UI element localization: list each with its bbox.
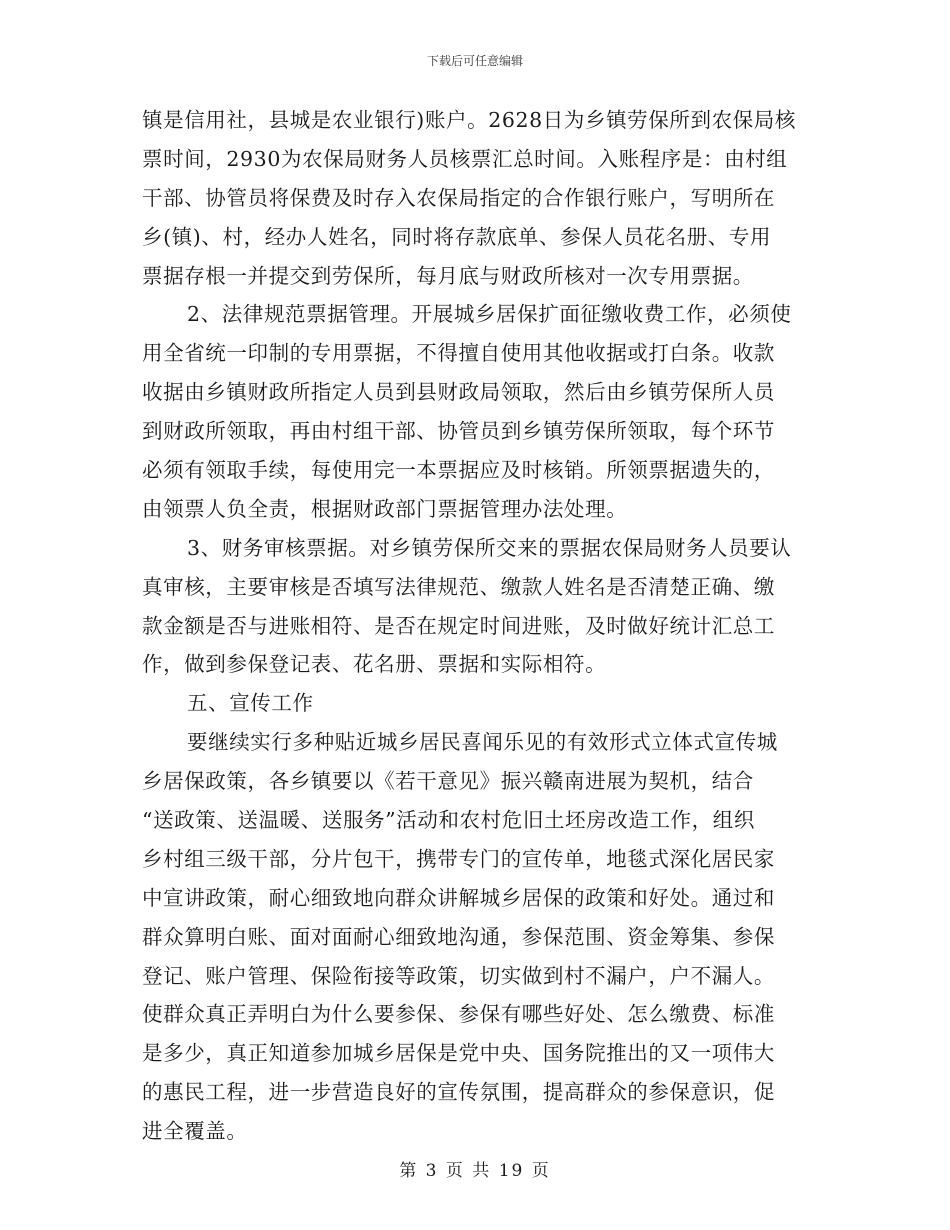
page-header: 下载后可任意编辑 <box>426 54 523 68</box>
text-line: 票时间，2930为农保局财务人员核票汇总时间。入账程序是：由村组 <box>142 146 788 171</box>
text-line: 登记、账户管理、保险衔接等政策，切实做到村不漏户，户不漏人。 <box>142 963 775 988</box>
text-line: 群众算明白账、面对面耐心细致地沟通，参保范围、资金筹集、参保 <box>142 924 775 949</box>
text-line: 真审核，主要审核是否填写法律规范、缴款人姓名是否清楚正确、缴 <box>142 574 775 599</box>
text-line: 由领票人负全责，根据财政部门票据管理办法处理。 <box>142 496 628 521</box>
text-line: 用全省统一印制的专用票据，不得擅自使用其他收据或打白条。收款 <box>142 341 775 366</box>
text-line: 是多少，真正知道参加城乡居保是党中央、国务院推出的又一项伟大 <box>142 1041 775 1066</box>
text-line: 的惠民工程，进一步营造良好的宣传氛围，提高群众的参保意识，促 <box>142 1080 775 1105</box>
text-line: 作，做到参保登记表、花名册、票据和实际相符。 <box>142 652 607 677</box>
text-line: 进全覆盖。 <box>142 1119 248 1144</box>
text-line: 必须有领取手续，每使用完一本票据应及时核销。所领票据遗失的， <box>142 458 775 483</box>
text-line: “送政策、送温暖、送服务”活动和农村危旧土坯房改造工作，组织 <box>142 808 755 833</box>
text-line: 干部、协管员将保费及时存入农保局指定的合作银行账户，写明所在 <box>142 185 775 210</box>
text-line: 到财政所领取，再由村组干部、协管员到乡镇劳保所领取，每个环节 <box>142 419 775 444</box>
text-line: 3、财务审核票据。对乡镇劳保所交来的票据农保局财务人员要认 <box>187 535 792 560</box>
text-line: 中宣讲政策，耐心细致地向群众讲解城乡居保的政策和好处。通过和 <box>142 885 775 910</box>
text-line: 乡(镇)、村，经办人姓名，同时将存款底单、参保人员花名册、专用 <box>142 224 772 249</box>
text-line: 款金额是否与进账相符、是否在规定时间进账，及时做好统计汇总工 <box>142 613 775 638</box>
text-line: 镇是信用社，县城是农业银行)账户。2628日为乡镇劳保所到农保局核 <box>142 108 796 132</box>
page-number: 第 3 页 共 19 页 <box>399 1161 551 1181</box>
text-line: 2、法律规范票据管理。开展城乡居保扩面征缴收费工作，必须使 <box>187 302 792 327</box>
document-body <box>142 101 812 1151</box>
section-heading: 五、宣传工作 <box>187 691 314 716</box>
text-line: 要继续实行多种贴近城乡居民喜闻乐见的有效形式立体式宣传城 <box>187 730 778 755</box>
text-line: 收据由乡镇财政所指定人员到县财政局领取，然后由乡镇劳保所人员 <box>142 380 775 405</box>
text-line: 使群众真正弄明白为什么要参保、参保有哪些好处、怎么缴费、标准 <box>142 1002 775 1027</box>
text-line: 乡村组三级干部，分片包干，携带专门的宣传单，地毯式深化居民家 <box>142 846 775 871</box>
text-line: 票据存根一并提交到劳保所，每月底与财政所核对一次专用票据。 <box>142 263 754 288</box>
text-line: 乡居保政策，各乡镇要以《若干意见》振兴赣南进展为契机，结合 <box>142 769 754 794</box>
